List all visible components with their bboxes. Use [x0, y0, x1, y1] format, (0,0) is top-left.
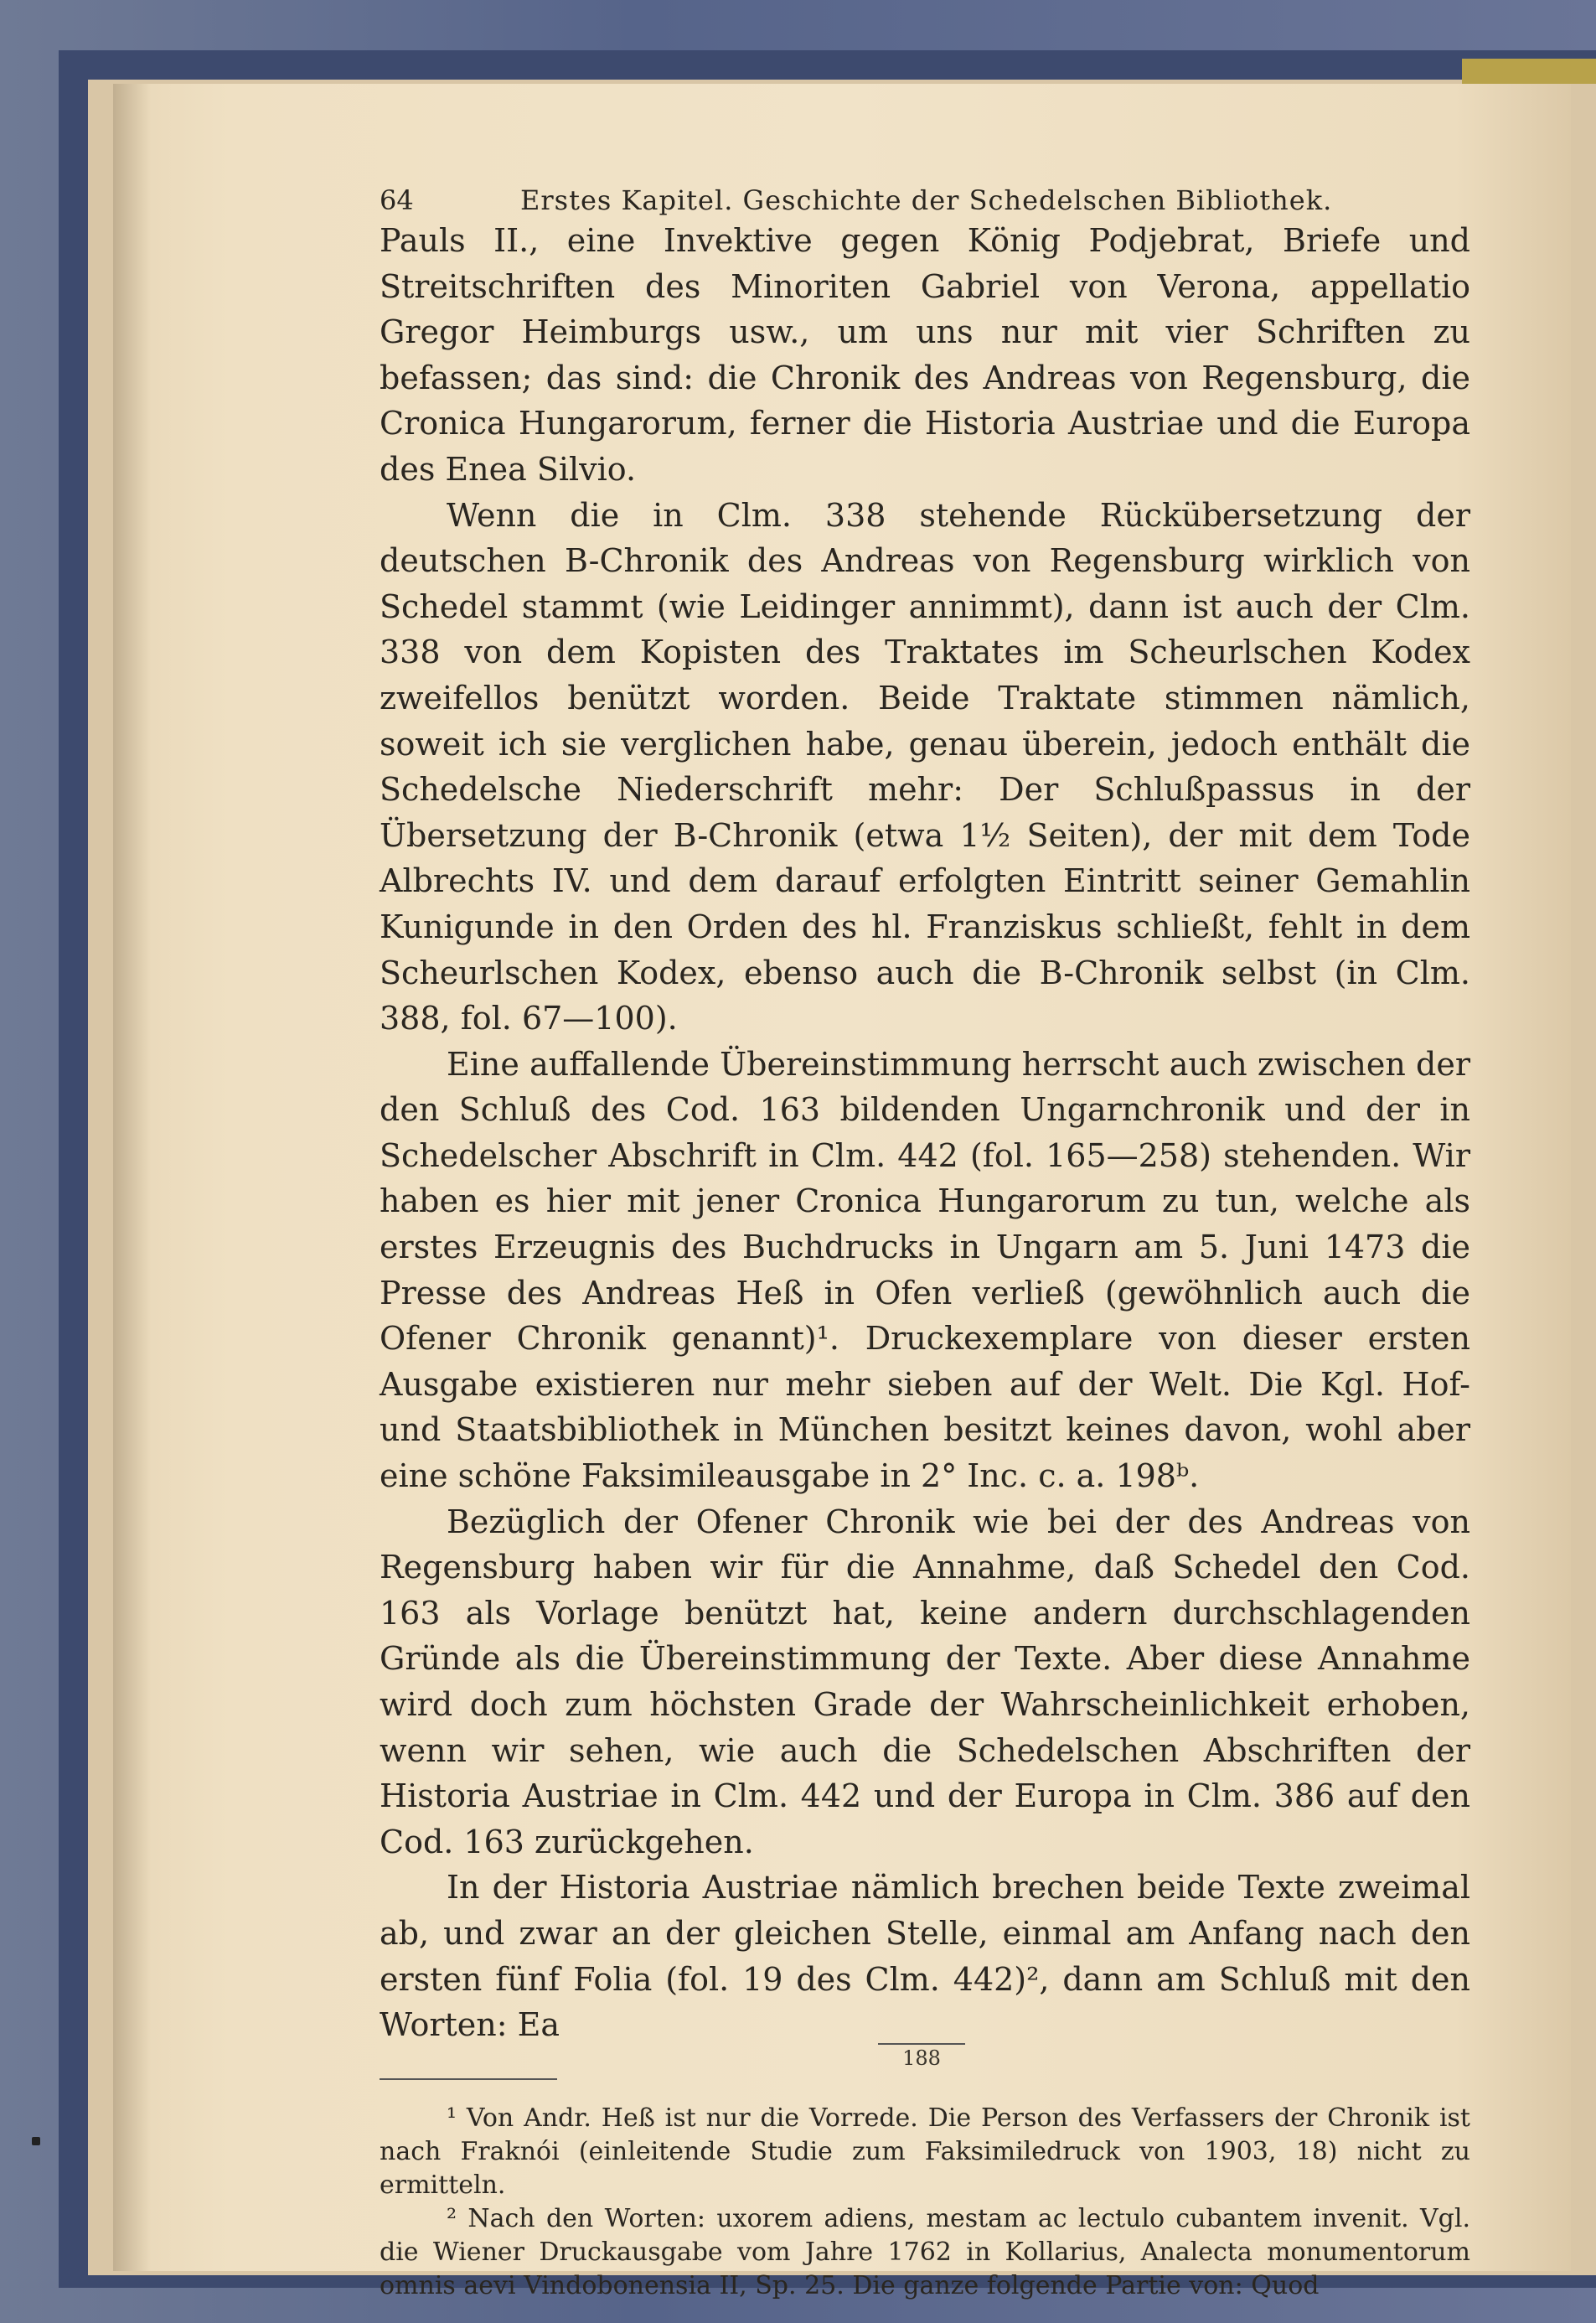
footnote: ² Nach den Worten: uxorem adiens, mestam ac lectulo cubantem invenit. Vgl. die Wiener Druckausgabe vom Jahre 1762 in Kollarius, Analecta monumentorum omnis aevi Vindobonensia II, Sp. 25. Die ganze folgende Partie von: Quod	[380, 2203, 1470, 2300]
page-text	[380, 168, 1470, 2303]
folio-mark: 188	[878, 2043, 965, 2070]
paragraph: In der Historia Austriae nämlich brechen beide Texte zweimal ab, und zwar an der gleichen Stelle, einmal am Anfang nach den ersten fünf Folia (fol. 19 des Clm. 442)², dann am Schluß mit den Worten: Ea	[380, 1869, 1470, 2044]
running-header	[380, 168, 1470, 218]
footnote-separator	[380, 2078, 557, 2080]
paragraph: Bezüglich der Ofener Chronik wie bei der des Andreas von Regensburg haben wir für die Annahme, daß Schedel den Cod. 163 als Vorlage benützt hat, keine andern durchschlagenden Gründe als die Übereinstimmung der Texte. Aber diese Annahme wird doch zum höchsten Grade der Wahrscheinlichkeit erhoben, wenn wir sehen, wie auch die Schedelschen Abschriften der Historia Austriae in Clm. 442 und der Europa in Clm. 386 auf den Cod. 163 zurückgehen.	[380, 1503, 1470, 1860]
paragraph: Wenn die in Clm. 338 stehende Rückübersetzung der deutschen B-Chronik des Andreas von Regensburg wirklich von Schedel stammt (wie Leidinger annimmt), dann ist auch der Clm. 338 von dem Kopisten des Traktates im Scheurlschen Kodex zweifellos benützt worden. Beide Traktate stimmen nämlich, soweit ich sie verglichen habe, genau überein, jedoch enthält die Schedelsche Niederschrift mehr: Der Schlußpassus in der Übersetzung der B-Chronik (etwa 1½ Seiten), der mit dem Tode Albrechts IV. und dem darauf erfolgten Eintritt seiner Gemahlin Kunigunde in den Orden des hl. Franziskus schließt, fehlt in dem Scheurlschen Kodex, ebenso auch die B-Chronik selbst (in Clm. 388, fol. 67—100).	[380, 496, 1470, 1037]
page-gutter-shadow	[113, 84, 151, 2271]
footnote: ¹ Von Andr. Heß ist nur die Vorrede. Die Person des Verfassers der Chronik ist nach Fraknói (einleitende Studie zum Faksimiledruck von 1903, 18) nicht zu ermitteln.	[380, 2103, 1470, 2200]
bookmark-tab	[1462, 59, 1596, 84]
paragraph: Pauls II., eine Invektive gegen König Podjebrat, Briefe und Streitschriften des Minoriten Gabriel von Verona, appellatio Gregor Heimburgs usw., um uns nur mit vier Schriften zu befassen; das sind: die Chronik des Andreas von Regensburg, die Cronica Hungarorum, ferner die Historia Austriae und die Europa des Enea Silvio.	[380, 222, 1470, 488]
running-title: Erstes Kapitel. Geschichte der Schedelschen Bibliothek.	[520, 184, 1333, 216]
page-number: 64	[380, 184, 414, 216]
paragraph: Eine auffallende Übereinstimmung herrscht auch zwischen der den Schluß des Cod. 163 bildenden Ungarnchronik und der in Schedelscher Abschrift in Clm. 442 (fol. 165—258) stehenden. Wir haben es hier mit jener Cronica Hungarorum zu tun, welche als erstes Erzeugnis des Buchdrucks in Ungarn am 5. Juni 1473 die Presse des Andreas Heß in Ofen verließ (gewöhnlich auch die Ofener Chronik genannt)¹. Druckexemplare von dieser ersten Ausgabe existieren nur mehr sieben auf der Welt. Die Kgl. Hof- und Staatsbibliothek in München besitzt keines davon, wohl aber eine schöne Faksimileausgabe in 2° Inc. c. a. 198ᵇ.	[380, 1045, 1470, 1495]
scan-marker	[32, 2137, 40, 2145]
